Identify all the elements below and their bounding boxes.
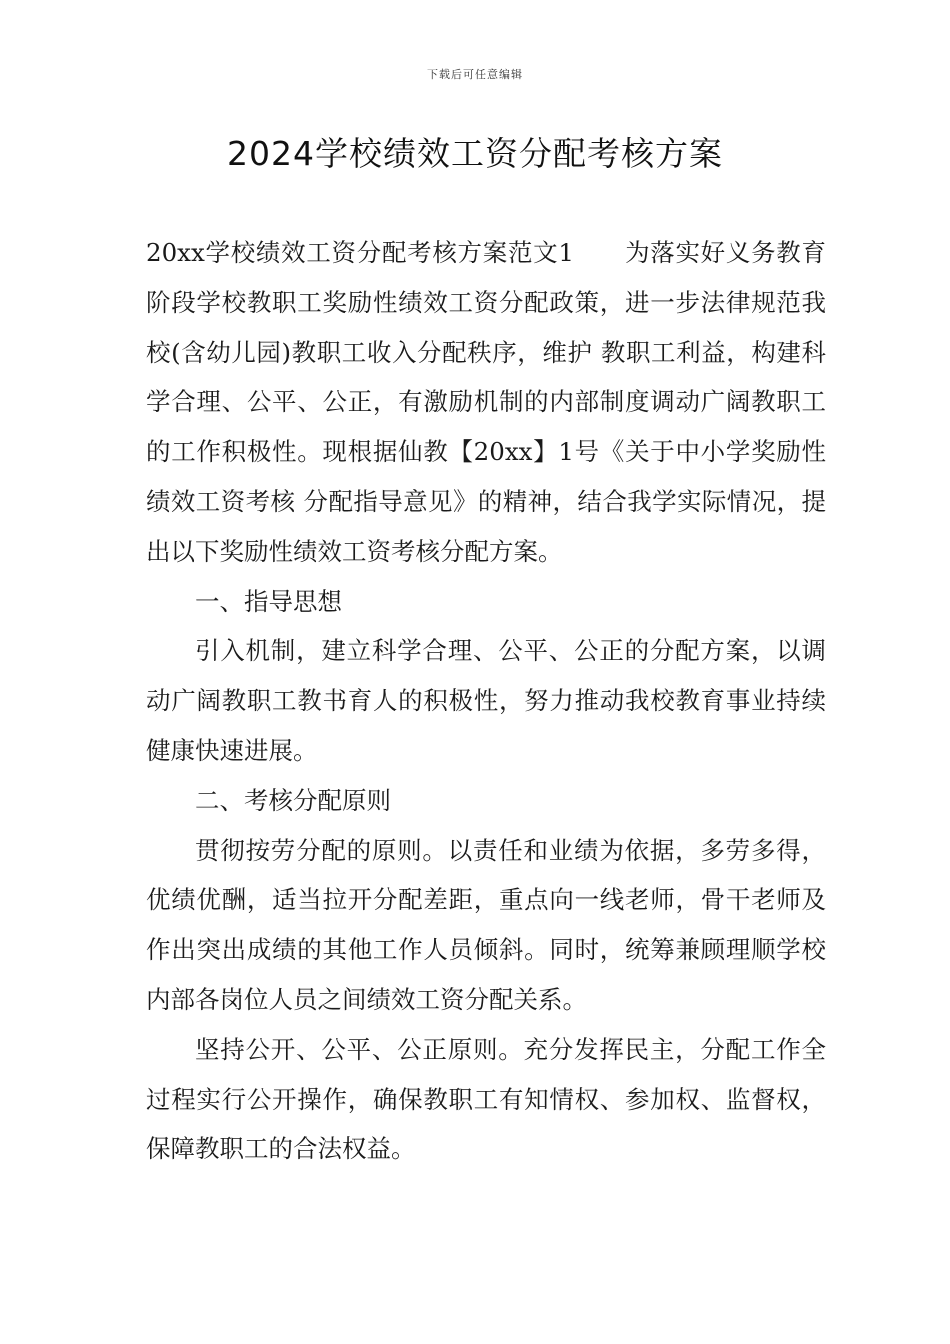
paragraph-principle-distribution: 贯彻按劳分配的原则。以责任和业绩为依据，多劳多得，优绩优酬，适当拉开分配差距，重点向一线老师，骨干老师及作出突出成绩的其他工作人员倾斜。同时，统筹兼顾理顺学校内部各岗位人员之间绩效工资分配关系。: [146, 835, 826, 1014]
document-body: [146, 228, 826, 1174]
section-heading-principles: 二、考核分配原则: [195, 785, 391, 815]
document-title: 2024学校绩效工资分配考核方案: [227, 134, 723, 173]
intro-paragraph: 20xx学校绩效工资分配考核方案范文1 为落实好义务教育阶段学校教职工奖励性绩效工资分配政策，进一步法律规范我校(含幼儿园)教职工收入分配秩序，维护 教职工利益，构建科学合理、公平、公正，有激励机制的内部制度调动广阔教职工的工作积极性。现根据仙教【20xx】1号《关于中小学奖励性绩效工资考核 分配指导意见》的精神，结合我学实际情况，提出以下奖励性绩效工资考核分配方案。: [146, 238, 826, 566]
paragraph-guiding-thought: 引入机制，建立科学合理、公平、公正的分配方案，以调动广阔教职工教书育人的积极性，努力推动我校教育事业持续健康快速进展。: [146, 636, 826, 765]
header-note: 下载后可任意编辑: [427, 68, 523, 81]
section-heading-guiding-thought: 一、指导思想: [195, 586, 342, 616]
paragraph-principle-fairness: 坚持公开、公平、公正原则。充分发挥民主，分配工作全过程实行公开操作，确保教职工有知情权、参加权、监督权，保障教职工的合法权益。: [146, 1034, 826, 1164]
